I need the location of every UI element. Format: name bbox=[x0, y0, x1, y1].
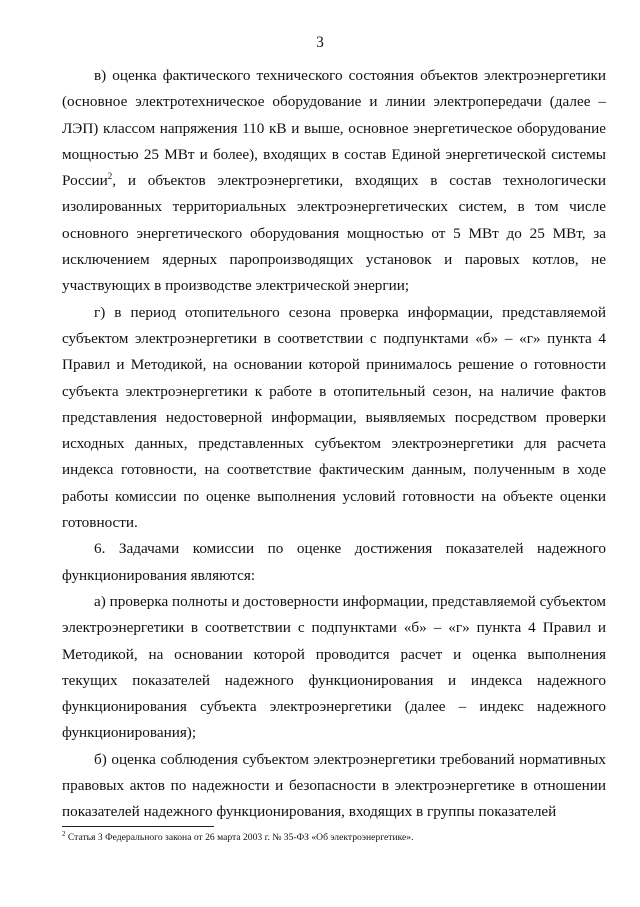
page-number: 3 bbox=[316, 34, 324, 51]
paragraph-6: 6. Задачами комиссии по оценке достижения показателей надежного функционирования являются: bbox=[62, 540, 606, 584]
body-text bbox=[62, 63, 606, 826]
paragraph-v-text-start: в) оценка фактического технического состояния объектов электроэнергетики (основное электротехническое оборудование и линии электропередачи (далее – ЛЭП) классом напряжения 110 кВ и выше, основное энергетическое оборудование мощностью 25 МВт и более), входящих в состав Единой энергетической системы России bbox=[62, 67, 606, 190]
footnote-reference[interactable]: 2 bbox=[107, 171, 113, 182]
paragraph-v bbox=[62, 63, 606, 300]
footnote-text: Статья 3 Федерального закона от 26 марта 2003 г. № 35-ФЗ «Об электроэнергетике». bbox=[65, 832, 414, 843]
paragraph-b: б) оценка соблюдения субъектом электроэнергетики требований нормативных правовых актов по надежности и безопасности в электроэнергетике в отношении показателей надежного функционирования, входящих в группы показателей bbox=[62, 750, 606, 821]
paragraph-a: а) проверка полноты и достоверности информации, представляемой субъектом электроэнергетики в соответствии с подпунктами «б» – «г» пункта 4 Правил и Методикой, на основании которой проводится расчет и оценка выполнения текущих показателей надежного функционирования и индекса надежного функционирования субъекта электроэнергетики (далее – индекс надежного функционирования); bbox=[62, 592, 606, 742]
footnote-divider bbox=[62, 826, 214, 827]
footnote-mark: 2 bbox=[62, 829, 66, 838]
paragraph-v-text-end: , и объектов электроэнергетики, входящих в состав технологически изолированных территориальных электроэнергетических систем, в том числе основного энергетического оборудования мощностью от 5 МВт до 25 МВт, за исключением ядерных паропроизводящих установок и паровых котлов, не участвующих в производстве электрической энергии; bbox=[62, 172, 606, 295]
paragraph-g: г) в период отопительного сезона проверка информации, представляемой субъектом электроэнергетики в соответствии с подпунктами «б» – «г» пункта 4 Правил и Методикой, на основании которой принималось решение о готовности субъекта электроэнергетики к работе в отопительный сезон, на наличие фактов представления недостоверной информации, выявляемых посредством проверки исходных данных, представленных субъектом электроэнергетики для расчета индекса готовности, на соответствие фактическим данным, полученным в ходе работы комиссии по оценке выполнения условий готовности на объекте оценки готовности. bbox=[62, 303, 606, 532]
footnote bbox=[62, 831, 612, 844]
